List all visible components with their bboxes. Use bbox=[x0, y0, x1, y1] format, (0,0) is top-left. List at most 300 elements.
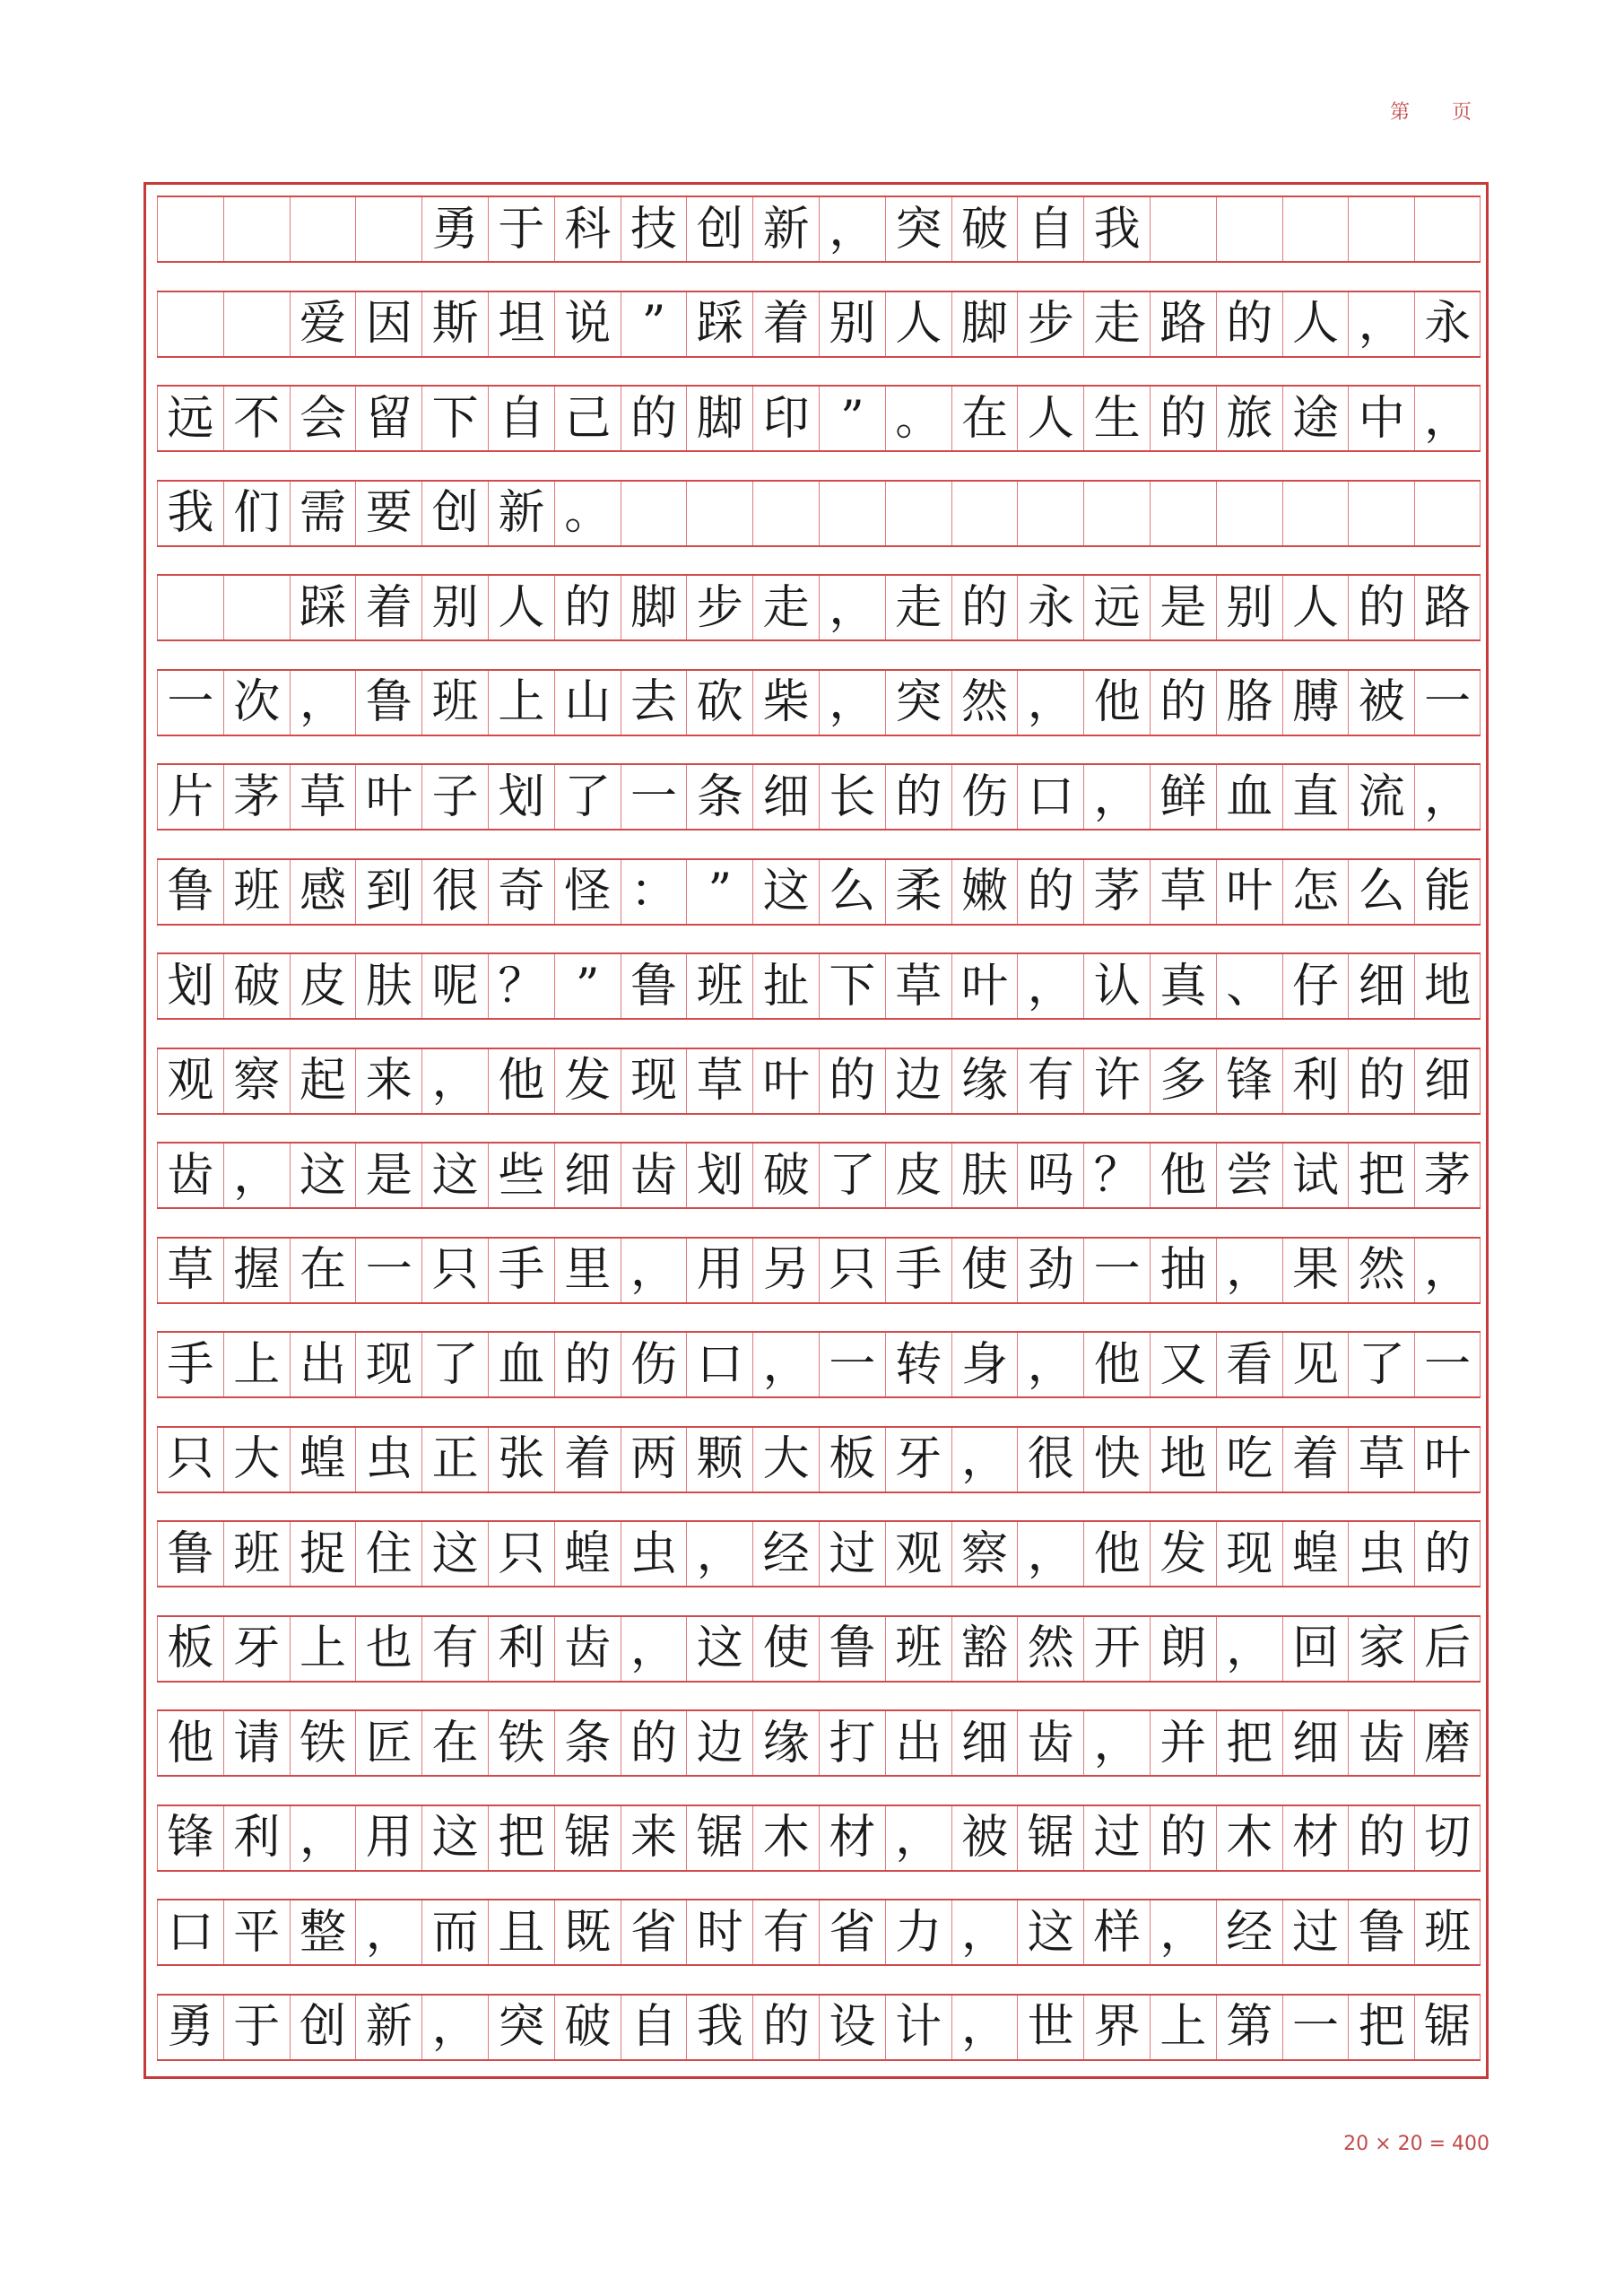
grid-cell: 这 bbox=[1017, 1900, 1083, 1964]
grid-row bbox=[157, 1994, 1481, 2061]
grid-cell: 下 bbox=[819, 954, 885, 1018]
grid-cell: 班 bbox=[223, 1522, 290, 1586]
grid-cell: 颗 bbox=[686, 1428, 752, 1492]
grid-cell: 我 bbox=[686, 1996, 752, 2059]
grid-cell: 柔 bbox=[885, 860, 951, 924]
grid-cell: 鲁 bbox=[157, 860, 223, 924]
grid-cell: 新 bbox=[355, 1996, 421, 2059]
grid-cell: 路 bbox=[1150, 292, 1216, 356]
grid-cell: 新 bbox=[488, 482, 554, 545]
grid-cell: ， bbox=[885, 1806, 951, 1870]
grid-cell: 步 bbox=[1017, 292, 1083, 356]
grid-cell: 缘 bbox=[951, 1049, 1018, 1113]
grid-cell: 直 bbox=[1282, 765, 1349, 829]
grid-cell: 到 bbox=[355, 860, 421, 924]
grid-cell: ， bbox=[686, 1522, 752, 1586]
grid-cell: ？ bbox=[488, 954, 554, 1018]
grid-cell: 血 bbox=[1216, 765, 1282, 829]
grid-cell: 设 bbox=[819, 1996, 885, 2059]
grid-cell: ， bbox=[621, 1617, 687, 1681]
grid-row bbox=[157, 385, 1481, 452]
grid-cell: 的 bbox=[1348, 1049, 1414, 1113]
grid-cell: 锯 bbox=[554, 1806, 621, 1870]
grid-cell: 么 bbox=[1348, 860, 1414, 924]
grid-cell: ， bbox=[621, 1239, 687, 1302]
grid-cell bbox=[686, 482, 752, 545]
grid-cell: 看 bbox=[1216, 1333, 1282, 1396]
grid-row bbox=[157, 574, 1481, 641]
grid-cell bbox=[290, 197, 356, 261]
grid-cell: 膊 bbox=[1282, 671, 1349, 735]
grid-cell: ， bbox=[290, 1806, 356, 1870]
grid-cell: 破 bbox=[951, 197, 1018, 261]
grid-cell: 。 bbox=[554, 482, 621, 545]
grid-cell: 鲁 bbox=[819, 1617, 885, 1681]
grid-cell: 么 bbox=[819, 860, 885, 924]
grid-cell: 来 bbox=[621, 1806, 687, 1870]
grid-cell: 着 bbox=[355, 576, 421, 639]
grid-cell: ， bbox=[1017, 1333, 1083, 1396]
grid-cell: 我 bbox=[1083, 197, 1150, 261]
grid-cell: 了 bbox=[819, 1144, 885, 1207]
grid-cell: 着 bbox=[554, 1428, 621, 1492]
grid-cell: 的 bbox=[885, 765, 951, 829]
grid-cell: 草 bbox=[885, 954, 951, 1018]
grid-cell: 发 bbox=[554, 1049, 621, 1113]
grid-row bbox=[157, 1426, 1481, 1493]
grid-cell: 留 bbox=[355, 387, 421, 450]
grid-cell: 坦 bbox=[488, 292, 554, 356]
grid-cell: 用 bbox=[686, 1239, 752, 1302]
grid-cell: 远 bbox=[1083, 576, 1150, 639]
grid-cell: ” bbox=[819, 387, 885, 450]
grid-cell: 回 bbox=[1282, 1617, 1349, 1681]
grid-cell: 破 bbox=[554, 1996, 621, 2059]
grid-cell: 又 bbox=[1150, 1333, 1216, 1396]
grid-cell: 虫 bbox=[355, 1428, 421, 1492]
grid-cell: 他 bbox=[1083, 1333, 1150, 1396]
grid-cell: 的 bbox=[951, 576, 1018, 639]
grid-cell: 过 bbox=[1083, 1806, 1150, 1870]
grid-row bbox=[157, 763, 1481, 831]
grid-cell bbox=[1216, 197, 1282, 261]
grid-cell: 吃 bbox=[1216, 1428, 1282, 1492]
grid-cell: 而 bbox=[421, 1900, 488, 1964]
grid-cell: 怎 bbox=[1282, 860, 1349, 924]
grid-cell: 划 bbox=[686, 1144, 752, 1207]
grid-cell: 划 bbox=[488, 765, 554, 829]
grid-cell: 破 bbox=[223, 954, 290, 1018]
grid-cell: 上 bbox=[223, 1333, 290, 1396]
grid-cell: 是 bbox=[1150, 576, 1216, 639]
grid-cell: 抽 bbox=[1150, 1239, 1216, 1302]
grid-cell: 一 bbox=[1083, 1239, 1150, 1302]
grid-cell: 叶 bbox=[752, 1049, 819, 1113]
grid-cell: 经 bbox=[752, 1522, 819, 1586]
grid-cell: 步 bbox=[686, 576, 752, 639]
grid-cell bbox=[1083, 482, 1150, 545]
grid-cell: 流 bbox=[1348, 765, 1414, 829]
grid-cell: 的 bbox=[554, 576, 621, 639]
grid-cell: 勇 bbox=[157, 1996, 223, 2059]
grid-cell: 齿 bbox=[1017, 1711, 1083, 1775]
grid-cell: 然 bbox=[951, 671, 1018, 735]
grid-cell: 仔 bbox=[1282, 954, 1349, 1018]
grid-cell: 锋 bbox=[157, 1806, 223, 1870]
grid-cell: ， bbox=[1216, 1239, 1282, 1302]
grid-cell: 叶 bbox=[355, 765, 421, 829]
grid-row bbox=[157, 858, 1481, 926]
grid-cell: ， bbox=[223, 1144, 290, 1207]
grid-cell: 这 bbox=[752, 860, 819, 924]
grid-cell: 上 bbox=[1150, 1996, 1216, 2059]
grid-cell: 子 bbox=[421, 765, 488, 829]
grid-cell: ， bbox=[1414, 387, 1481, 450]
grid-cell bbox=[1282, 482, 1349, 545]
grid-cell: 第 bbox=[1216, 1996, 1282, 2059]
grid-cell: 人 bbox=[488, 576, 554, 639]
grid-row bbox=[157, 291, 1481, 358]
page-number-label: 第 页 bbox=[1390, 101, 1489, 124]
grid-cell bbox=[223, 197, 290, 261]
grid-row bbox=[157, 1048, 1481, 1115]
grid-cell: 的 bbox=[1414, 1522, 1481, 1586]
grid-cell: 这 bbox=[421, 1806, 488, 1870]
grid-cell: 并 bbox=[1150, 1711, 1216, 1775]
grid-cell: 说 bbox=[554, 292, 621, 356]
grid-cell: 木 bbox=[752, 1806, 819, 1870]
grid-cell: 整 bbox=[290, 1900, 356, 1964]
grid-cell: 一 bbox=[621, 765, 687, 829]
grid-cell: 脚 bbox=[686, 387, 752, 450]
grid-row bbox=[157, 1237, 1481, 1304]
grid-cell: 人 bbox=[1282, 576, 1349, 639]
grid-cell: 劲 bbox=[1017, 1239, 1083, 1302]
grid-cell: 突 bbox=[885, 197, 951, 261]
grid-cell: 手 bbox=[488, 1239, 554, 1302]
grid-cell: 班 bbox=[223, 860, 290, 924]
grid-cell: ， bbox=[819, 197, 885, 261]
grid-cell: 只 bbox=[421, 1239, 488, 1302]
grid-cell: 且 bbox=[488, 1900, 554, 1964]
grid-cell: 的 bbox=[1216, 292, 1282, 356]
grid-cell: 有 bbox=[421, 1617, 488, 1681]
grid-cell bbox=[355, 197, 421, 261]
grid-cell: 然 bbox=[1017, 1617, 1083, 1681]
grid-cell: ” bbox=[686, 860, 752, 924]
grid-cell: 被 bbox=[1348, 671, 1414, 735]
grid-cell: 张 bbox=[488, 1428, 554, 1492]
grid-cell: 斯 bbox=[421, 292, 488, 356]
grid-cell: ， bbox=[1017, 1522, 1083, 1586]
grid-cell: 缘 bbox=[752, 1711, 819, 1775]
grid-cell: 鲁 bbox=[1348, 1900, 1414, 1964]
grid-cell: 划 bbox=[157, 954, 223, 1018]
grid-cell: 永 bbox=[1017, 576, 1083, 639]
grid-cell: 地 bbox=[1414, 954, 1481, 1018]
grid-cell: 齿 bbox=[157, 1144, 223, 1207]
grid-cell: 远 bbox=[157, 387, 223, 450]
grid-cell: 细 bbox=[1282, 1711, 1349, 1775]
grid-cell: 把 bbox=[1216, 1711, 1282, 1775]
grid-cell: 只 bbox=[488, 1522, 554, 1586]
grid-cell: 后 bbox=[1414, 1617, 1481, 1681]
grid-cell: 铁 bbox=[488, 1711, 554, 1775]
grid-row bbox=[157, 1142, 1481, 1209]
grid-cell: 现 bbox=[355, 1333, 421, 1396]
grid-cell: 真 bbox=[1150, 954, 1216, 1018]
grid-count-label: 20 × 20 = 400 bbox=[1343, 2133, 1489, 2155]
grid-cell: 被 bbox=[951, 1806, 1018, 1870]
grid-cell: 齿 bbox=[621, 1144, 687, 1207]
grid-cell: 过 bbox=[1282, 1900, 1349, 1964]
grid-cell: 鲁 bbox=[621, 954, 687, 1018]
grid-cell: 很 bbox=[421, 860, 488, 924]
grid-cell: 蝗 bbox=[554, 1522, 621, 1586]
grid-cell: 省 bbox=[621, 1900, 687, 1964]
grid-cell: 细 bbox=[1414, 1049, 1481, 1113]
grid-cell: 了 bbox=[421, 1333, 488, 1396]
grid-cell: 着 bbox=[752, 292, 819, 356]
grid-cell: 观 bbox=[157, 1049, 223, 1113]
grid-cell bbox=[1348, 482, 1414, 545]
grid-cell: 使 bbox=[752, 1617, 819, 1681]
grid-cell: 脚 bbox=[951, 292, 1018, 356]
grid-cell: ， bbox=[1414, 1239, 1481, 1302]
grid-cell: 鲜 bbox=[1150, 765, 1216, 829]
grid-cell: 齿 bbox=[554, 1617, 621, 1681]
grid-cell: 出 bbox=[885, 1711, 951, 1775]
grid-cell: 班 bbox=[885, 1617, 951, 1681]
grid-cell: 于 bbox=[488, 197, 554, 261]
grid-cell bbox=[885, 482, 951, 545]
grid-cell bbox=[1282, 197, 1349, 261]
grid-cell: ， bbox=[1083, 1711, 1150, 1775]
grid-cell: 家 bbox=[1348, 1617, 1414, 1681]
grid-cell: 板 bbox=[157, 1617, 223, 1681]
grid-cell: 牙 bbox=[885, 1428, 951, 1492]
grid-cell: 叶 bbox=[951, 954, 1018, 1018]
grid-cell: 怪 bbox=[554, 860, 621, 924]
grid-cell: 科 bbox=[554, 197, 621, 261]
grid-cell: 许 bbox=[1083, 1049, 1150, 1113]
grid-cell: 是 bbox=[355, 1144, 421, 1207]
grid-cell: 走 bbox=[752, 576, 819, 639]
grid-cell: 皮 bbox=[290, 954, 356, 1018]
grid-cell: 需 bbox=[290, 482, 356, 545]
grid-cell: 身 bbox=[951, 1333, 1018, 1396]
grid-cell: 茅 bbox=[1083, 860, 1150, 924]
grid-cell: 尝 bbox=[1216, 1144, 1282, 1207]
grid-cell: 见 bbox=[1282, 1333, 1349, 1396]
grid-cell: 上 bbox=[488, 671, 554, 735]
grid-cell: ” bbox=[621, 292, 687, 356]
grid-cell: 班 bbox=[421, 671, 488, 735]
grid-cell: 的 bbox=[752, 1996, 819, 2059]
grid-cell bbox=[1414, 482, 1481, 545]
grid-row bbox=[157, 196, 1481, 263]
grid-cell: 利 bbox=[488, 1617, 554, 1681]
grid-cell: 一 bbox=[1414, 1333, 1481, 1396]
grid-row bbox=[157, 1899, 1481, 1966]
grid-cell: 试 bbox=[1282, 1144, 1349, 1207]
grid-cell: 鲁 bbox=[355, 671, 421, 735]
grid-cell: 嫩 bbox=[951, 860, 1018, 924]
grid-cell: 感 bbox=[290, 860, 356, 924]
grid-cell: 很 bbox=[1017, 1428, 1083, 1492]
grid-cell: 地 bbox=[1150, 1428, 1216, 1492]
grid-cell: 匠 bbox=[355, 1711, 421, 1775]
grid-cell: 省 bbox=[819, 1900, 885, 1964]
grid-cell: 人 bbox=[1017, 387, 1083, 450]
grid-cell: 永 bbox=[1414, 292, 1481, 356]
grid-cell: 握 bbox=[223, 1239, 290, 1302]
grid-cell: 察 bbox=[223, 1049, 290, 1113]
grid-cell: ， bbox=[1017, 954, 1083, 1018]
grid-cell: ， bbox=[819, 671, 885, 735]
grid-cell: 创 bbox=[290, 1996, 356, 2059]
grid-cell: 要 bbox=[355, 482, 421, 545]
grid-cell: 在 bbox=[290, 1239, 356, 1302]
grid-cell: 把 bbox=[1348, 1996, 1414, 2059]
grid-cell: 血 bbox=[488, 1333, 554, 1396]
grid-cell: ： bbox=[621, 860, 687, 924]
grid-cell: 的 bbox=[1150, 671, 1216, 735]
grid-cell: 这 bbox=[686, 1617, 752, 1681]
grid-cell: 力 bbox=[885, 1900, 951, 1964]
grid-cell: 班 bbox=[686, 954, 752, 1018]
grid-cell: 条 bbox=[554, 1711, 621, 1775]
grid-cell: 的 bbox=[1017, 860, 1083, 924]
grid-cell: 细 bbox=[554, 1144, 621, 1207]
grid-cell: 多 bbox=[1150, 1049, 1216, 1113]
grid-cell: 手 bbox=[885, 1239, 951, 1302]
grid-row bbox=[157, 1805, 1481, 1872]
grid-cell bbox=[157, 197, 223, 261]
grid-cell: 材 bbox=[1282, 1806, 1349, 1870]
grid-cell: 虫 bbox=[1348, 1522, 1414, 1586]
grid-cell: 手 bbox=[157, 1333, 223, 1396]
grid-cell: 肤 bbox=[355, 954, 421, 1018]
grid-row bbox=[157, 1709, 1481, 1777]
grid-cell: 因 bbox=[355, 292, 421, 356]
grid-cell: 既 bbox=[554, 1900, 621, 1964]
grid-cell: 口 bbox=[686, 1333, 752, 1396]
grid-cell: 计 bbox=[885, 1996, 951, 2059]
grid-cell: 他 bbox=[1083, 671, 1150, 735]
grid-cell: 。 bbox=[885, 387, 951, 450]
grid-cell: 细 bbox=[752, 765, 819, 829]
grid-cell: 途 bbox=[1282, 387, 1349, 450]
grid-cell: 旅 bbox=[1216, 387, 1282, 450]
grid-cell bbox=[951, 482, 1018, 545]
grid-cell: 察 bbox=[951, 1522, 1018, 1586]
grid-cell: 也 bbox=[355, 1617, 421, 1681]
grid-cell: 样 bbox=[1083, 1900, 1150, 1964]
grid-cell bbox=[819, 482, 885, 545]
grid-cell bbox=[157, 292, 223, 356]
grid-cell: 路 bbox=[1414, 576, 1481, 639]
grid-cell: 会 bbox=[290, 387, 356, 450]
grid-cell bbox=[1150, 482, 1216, 545]
grid-cell: 木 bbox=[1216, 1806, 1282, 1870]
grid-cell: 锋 bbox=[1216, 1049, 1282, 1113]
grid-cell: 两 bbox=[621, 1428, 687, 1492]
grid-cell: 自 bbox=[1017, 197, 1083, 261]
grid-cell: 己 bbox=[554, 387, 621, 450]
grid-cell: 快 bbox=[1083, 1428, 1150, 1492]
grid-row bbox=[157, 1520, 1481, 1587]
grid-cell: 草 bbox=[1150, 860, 1216, 924]
grid-cell: 草 bbox=[1348, 1428, 1414, 1492]
grid-cell: 别 bbox=[1216, 576, 1282, 639]
grid-cell: 印 bbox=[752, 387, 819, 450]
grid-cell: 这 bbox=[290, 1144, 356, 1207]
grid-cell: 边 bbox=[885, 1049, 951, 1113]
grid-cell: 用 bbox=[355, 1806, 421, 1870]
grid-cell: 了 bbox=[554, 765, 621, 829]
grid-cell: ， bbox=[951, 1428, 1018, 1492]
grid-cell: 吗 bbox=[1017, 1144, 1083, 1207]
grid-cell: 突 bbox=[488, 1996, 554, 2059]
grid-cell: 呢 bbox=[421, 954, 488, 1018]
grid-cell: 草 bbox=[686, 1049, 752, 1113]
grid-cell: 只 bbox=[157, 1428, 223, 1492]
grid-cell: 世 bbox=[1017, 1996, 1083, 2059]
grid-cell: 脚 bbox=[621, 576, 687, 639]
grid-cell: 只 bbox=[819, 1239, 885, 1302]
grid-cell: 我 bbox=[157, 482, 223, 545]
grid-cell: 捉 bbox=[290, 1522, 356, 1586]
grid-cell: ， bbox=[951, 1996, 1018, 2059]
grid-cell: ， bbox=[752, 1333, 819, 1396]
grid-cell: 出 bbox=[290, 1333, 356, 1396]
grid-cell bbox=[621, 482, 687, 545]
grid-cell: 细 bbox=[1348, 954, 1414, 1018]
grid-cell: 把 bbox=[1348, 1144, 1414, 1207]
grid-cell: 过 bbox=[819, 1522, 885, 1586]
grid-cell: 山 bbox=[554, 671, 621, 735]
grid-cell: 在 bbox=[951, 387, 1018, 450]
grid-cell: 利 bbox=[223, 1806, 290, 1870]
grid-cell: 有 bbox=[752, 1900, 819, 1964]
grid-cell: 叶 bbox=[1216, 860, 1282, 924]
grid-cell: 爱 bbox=[290, 292, 356, 356]
grid-cell: 蝗 bbox=[1282, 1522, 1349, 1586]
grid-cell: 肤 bbox=[951, 1144, 1018, 1207]
grid-cell: 皮 bbox=[885, 1144, 951, 1207]
grid-cell: 蝗 bbox=[290, 1428, 356, 1492]
grid-cell: 认 bbox=[1083, 954, 1150, 1018]
grid-cell: 果 bbox=[1282, 1239, 1349, 1302]
grid-cell: 砍 bbox=[686, 671, 752, 735]
grid-cell: 打 bbox=[819, 1711, 885, 1775]
grid-cell: 片 bbox=[157, 765, 223, 829]
grid-cell: 技 bbox=[621, 197, 687, 261]
grid-cell: ， bbox=[1348, 292, 1414, 356]
grid-row bbox=[157, 669, 1481, 736]
grid-row bbox=[157, 952, 1481, 1020]
grid-cell: 正 bbox=[421, 1428, 488, 1492]
grid-cell: 磨 bbox=[1414, 1711, 1481, 1775]
grid-cell: 这 bbox=[421, 1522, 488, 1586]
grid-cell: 走 bbox=[1083, 292, 1150, 356]
grid-cell: 界 bbox=[1083, 1996, 1150, 2059]
grid-cell: 平 bbox=[223, 1900, 290, 1964]
grid-cell: 里 bbox=[554, 1239, 621, 1302]
grid-cell: 锯 bbox=[1414, 1996, 1481, 2059]
grid-cell: 的 bbox=[1150, 1806, 1216, 1870]
